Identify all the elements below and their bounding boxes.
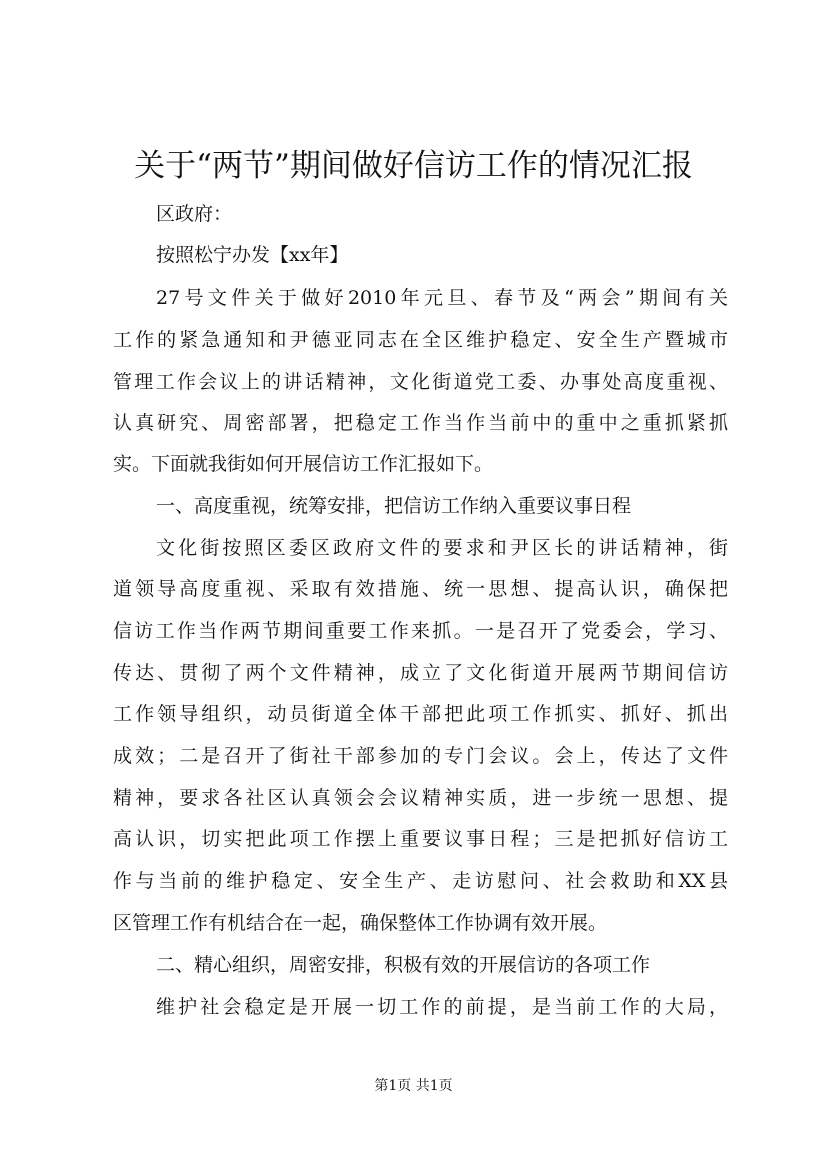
paragraph-line: 高认识，切实把此项工作摆上重要议事日程；三是把抓好信访工 xyxy=(113,828,728,850)
paragraph-line: 按照松宁办发【xx年】 xyxy=(156,244,349,266)
paragraph-line: 维护社会稳定是开展一切工作的前提，是当前工作的大局， xyxy=(156,996,728,1018)
paragraph-line: 工作的紧急通知和尹德亚同志在全区维护稳定、安全生产暨城市 xyxy=(113,329,728,351)
paragraph-line: 工作领导组织，动员街道全体干部把此项工作抓实、抓好、抓出 xyxy=(113,703,728,725)
paragraph-line: 认真研究、周密部署，把稳定工作当作当前中的重中之重抓紧抓 xyxy=(113,412,728,434)
paragraph-line: 信访工作当作两节期间重要工作来抓。一是召开了党委会，学习、 xyxy=(113,620,728,642)
salutation: 区政府： xyxy=(156,203,233,225)
paragraph-line: 实。下面就我街如何开展信访工作汇报如下。 xyxy=(113,453,494,475)
section-heading: 一、高度重视，统筹安排，把信访工作纳入重要议事日程 xyxy=(156,495,632,517)
paragraph-line: 区管理工作有机结合在一起，确保整体工作协调有效开展。 xyxy=(113,912,608,934)
page-footer: 第1页 共1页 xyxy=(374,1078,453,1094)
paragraph-line: 27号文件关于做好2010年元旦、春节及“两会”期间有关 xyxy=(156,287,728,309)
paragraph-line: 管理工作会议上的讲话精神，文化街道党工委、办事处高度重视、 xyxy=(113,371,728,393)
section-heading: 二、精心组织，周密安排，积极有效的开展信访的各项工作 xyxy=(156,954,651,976)
paragraph-line: 道领导高度重视、采取有效措施、统一思想、提高认识，确保把 xyxy=(113,578,728,600)
paragraph-line: 文化街按照区委区政府文件的要求和尹区长的讲话精神，街 xyxy=(156,537,728,559)
paragraph-line: 作与当前的维护稳定、安全生产、走访慰问、社会救助和XX县 xyxy=(113,870,728,892)
paragraph-line: 精神，要求各社区认真领会会议精神实质，进一步统一思想、提 xyxy=(113,787,728,809)
paragraph-line: 传达、贯彻了两个文件精神，成立了文化街道开展两节期间信访 xyxy=(113,662,728,684)
document-title: 关于“两节”期间做好信访工作的情况汇报 xyxy=(134,148,693,184)
paragraph-line: 成效；二是召开了街社干部参加的专门会议。会上，传达了文件 xyxy=(113,745,728,767)
